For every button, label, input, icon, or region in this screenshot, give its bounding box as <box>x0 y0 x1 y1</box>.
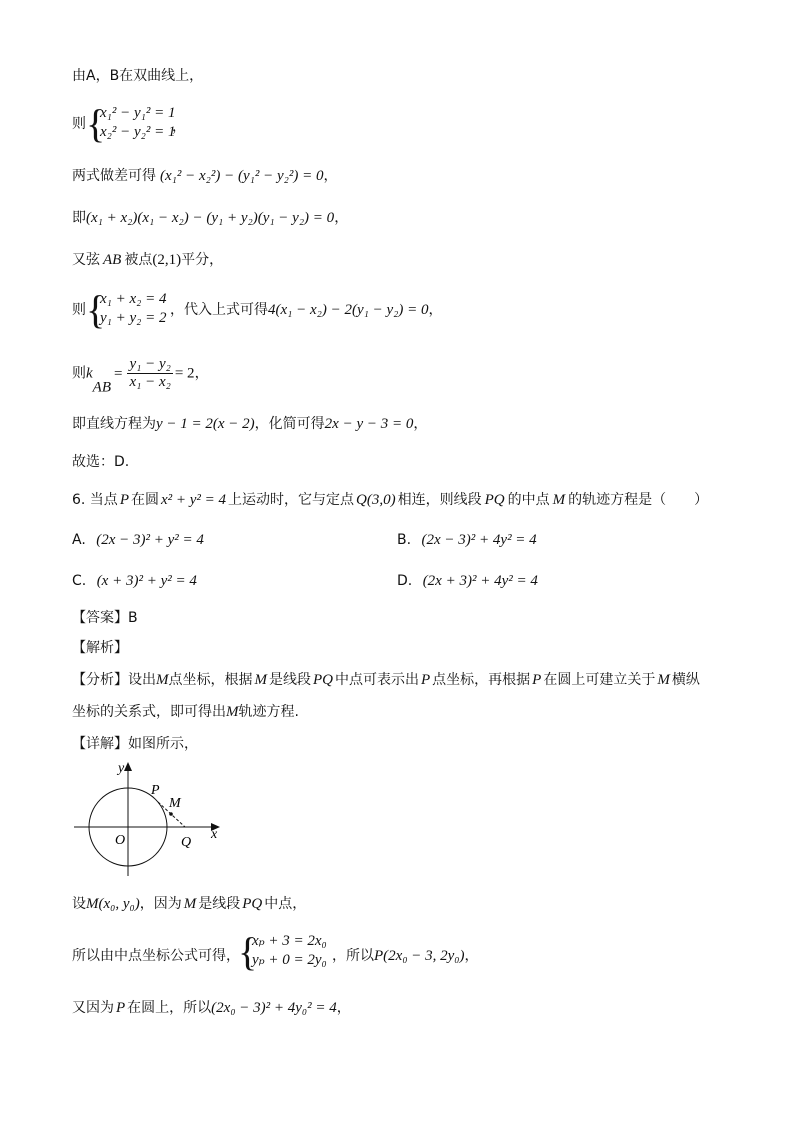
answer-line <box>72 608 138 628</box>
text: ， <box>464 948 479 964</box>
y-label: y <box>118 761 125 776</box>
text: 又弦 <box>72 252 100 268</box>
option-label: C. <box>72 573 87 589</box>
x-label: x <box>211 827 218 842</box>
math: PQ <box>484 492 505 508</box>
text-line <box>72 208 348 228</box>
brace: { <box>86 101 106 146</box>
math: M <box>254 672 267 688</box>
equation: x₁² − y₁² = 1 <box>100 105 176 121</box>
fenxi-line-1 <box>72 670 700 690</box>
math: AB <box>92 379 111 396</box>
equation: y₁ + y₂ = 2 <box>100 310 167 326</box>
option-math: (x + 3)² + y² = 4 <box>96 573 197 589</box>
y-axis-arrow <box>124 762 132 771</box>
math: Q(3,0) <box>356 492 396 508</box>
text-line <box>72 250 223 270</box>
option-label: A. <box>72 532 86 548</box>
math: M <box>552 492 566 508</box>
equation: x₂² − y₂² = 1 <box>100 124 176 140</box>
text: ， <box>323 168 338 184</box>
text-line <box>72 66 203 86</box>
option-b <box>397 530 537 550</box>
brace: { <box>86 287 106 332</box>
math: M <box>657 672 670 688</box>
math: PQ <box>242 896 263 912</box>
analysis-line <box>72 638 128 658</box>
math: (2,1) <box>152 252 182 268</box>
text: ，因为 <box>139 896 182 912</box>
answer-value: B <box>128 610 138 626</box>
equation-system <box>100 290 167 328</box>
option-math: (2x + 3)² + 4y² = 4 <box>422 573 538 589</box>
text: 设 <box>72 896 86 912</box>
text: 的中点 <box>507 492 550 508</box>
equation-system <box>100 104 175 142</box>
text: 即直线方程为 <box>72 416 156 432</box>
math: M <box>226 704 239 720</box>
text: 平分， <box>181 252 224 268</box>
math: M <box>183 896 197 912</box>
math: P <box>421 672 431 688</box>
option-c <box>72 571 197 591</box>
text: 设出 <box>128 672 156 688</box>
q-label: Q <box>181 835 192 850</box>
text: ， <box>413 416 428 432</box>
text-line <box>72 414 427 434</box>
text: ， <box>334 210 349 226</box>
text: 则 <box>72 302 86 318</box>
text: 中点， <box>264 896 307 912</box>
text-line <box>332 946 479 966</box>
text: 是线段 <box>198 896 241 912</box>
text: ，化简可得 <box>254 416 325 432</box>
math: (x₁² − x₂²) − (y₁² − y₂²) = 0 <box>160 168 324 184</box>
text: 两式做差可得 <box>72 168 156 184</box>
text: 在圆 <box>130 492 159 508</box>
math: P(2x₀ − 3, 2y₀) <box>374 948 465 964</box>
equation-system <box>252 932 327 970</box>
detail-tag: 【详解】 <box>72 736 128 752</box>
denominator: x₁ − x₂ <box>129 374 171 390</box>
text: ，所以 <box>332 948 374 964</box>
text: 的轨迹方程是（ ） <box>568 492 709 508</box>
text: 上运动时，它与定点 <box>228 492 355 508</box>
question-stem <box>72 490 708 510</box>
text: 在圆上可建立关于 <box>543 672 656 688</box>
text: 中点可表示出 <box>335 672 419 688</box>
text: 故选：D. <box>72 454 130 470</box>
text-line <box>72 356 209 398</box>
equation: x₁ + x₂ = 4 <box>100 291 167 307</box>
option-a <box>72 530 204 550</box>
numerator: y₁ − y₂ <box>129 356 171 372</box>
solution-line-2 <box>72 946 240 966</box>
text: 相连，则线段 <box>397 492 482 508</box>
text: ， <box>194 365 209 382</box>
option-d <box>397 571 538 591</box>
math: P <box>119 492 129 508</box>
math: PQ <box>313 672 333 688</box>
math: M <box>156 672 169 688</box>
solution-line-1 <box>72 894 306 914</box>
analysis-tag: 【解析】 <box>72 640 128 656</box>
brace: { <box>238 929 258 974</box>
m-label: M <box>169 796 181 811</box>
text: ， <box>336 1000 351 1016</box>
math: = 2 <box>174 365 195 382</box>
text: 则 <box>72 116 86 132</box>
solution-line-3 <box>72 998 351 1018</box>
text: ， <box>428 302 443 318</box>
text: 横纵 <box>671 672 700 688</box>
text: 如图所示， <box>128 736 198 752</box>
text: 点坐标，再根据 <box>432 672 531 688</box>
math: P <box>532 672 542 688</box>
text: 由A，B在双曲线上， <box>72 68 204 84</box>
text: 即 <box>72 210 86 226</box>
math: y − 1 = 2(x − 2) <box>156 416 255 432</box>
text: 是线段 <box>269 672 311 688</box>
math: k <box>86 365 93 382</box>
option-label: B. <box>397 532 412 548</box>
equation: yₚ + 0 = 2y₀ <box>252 952 327 968</box>
fenxi-line-2 <box>72 702 299 722</box>
origin-label: O <box>115 833 126 848</box>
math: 2x − y − 3 = 0 <box>324 416 414 432</box>
math: 4(x₁ − x₂) − 2(y₁ − y₂) = 0 <box>268 302 429 318</box>
math: (2x₀ − 3)² + 4y₀² = 4 <box>211 1000 337 1016</box>
text: 又因为 <box>72 1000 114 1016</box>
text: 6. 当点 <box>72 492 118 508</box>
text-line <box>72 166 337 186</box>
text: 所以由中点坐标公式可得， <box>72 948 240 964</box>
fenxi-tag: 【分析】 <box>72 672 128 688</box>
circle-figure <box>72 760 232 880</box>
text-line <box>72 300 86 320</box>
text: ，代入上式可得 <box>170 302 268 318</box>
math: AB <box>103 252 122 268</box>
math: M(x₀, y₀) <box>86 896 140 912</box>
math: = <box>114 365 123 382</box>
text: 坐标的关系式，即可得出 <box>72 704 226 720</box>
text: 点坐标，根据 <box>168 672 253 688</box>
option-label: D. <box>397 573 413 589</box>
text: 则 <box>72 365 86 382</box>
detail-line <box>72 734 198 754</box>
answer-tag: 【答案】 <box>72 610 128 626</box>
text-line <box>72 452 129 472</box>
option-math: (2x − 3)² + y² = 4 <box>96 532 204 548</box>
p-label: P <box>151 783 160 798</box>
equation: xₚ + 3 = 2x₀ <box>252 933 327 949</box>
math: x² + y² = 4 <box>160 492 227 508</box>
text: 轨迹方程. <box>238 704 299 720</box>
text: 被点 <box>124 252 153 268</box>
fraction <box>127 356 172 391</box>
point-m <box>169 812 173 816</box>
text-line <box>172 117 186 137</box>
text-line <box>170 300 442 320</box>
option-math: (2x − 3)² + 4y² = 4 <box>421 532 537 548</box>
math: (x₁ + x₂)(x₁ − x₂) − (y₁ + y₂)(y₁ − y₂) = 0 <box>86 210 335 226</box>
text-line <box>72 114 86 134</box>
text: ， <box>172 119 186 135</box>
text: 在圆上，所以 <box>127 1000 212 1016</box>
math: P <box>116 1000 126 1016</box>
